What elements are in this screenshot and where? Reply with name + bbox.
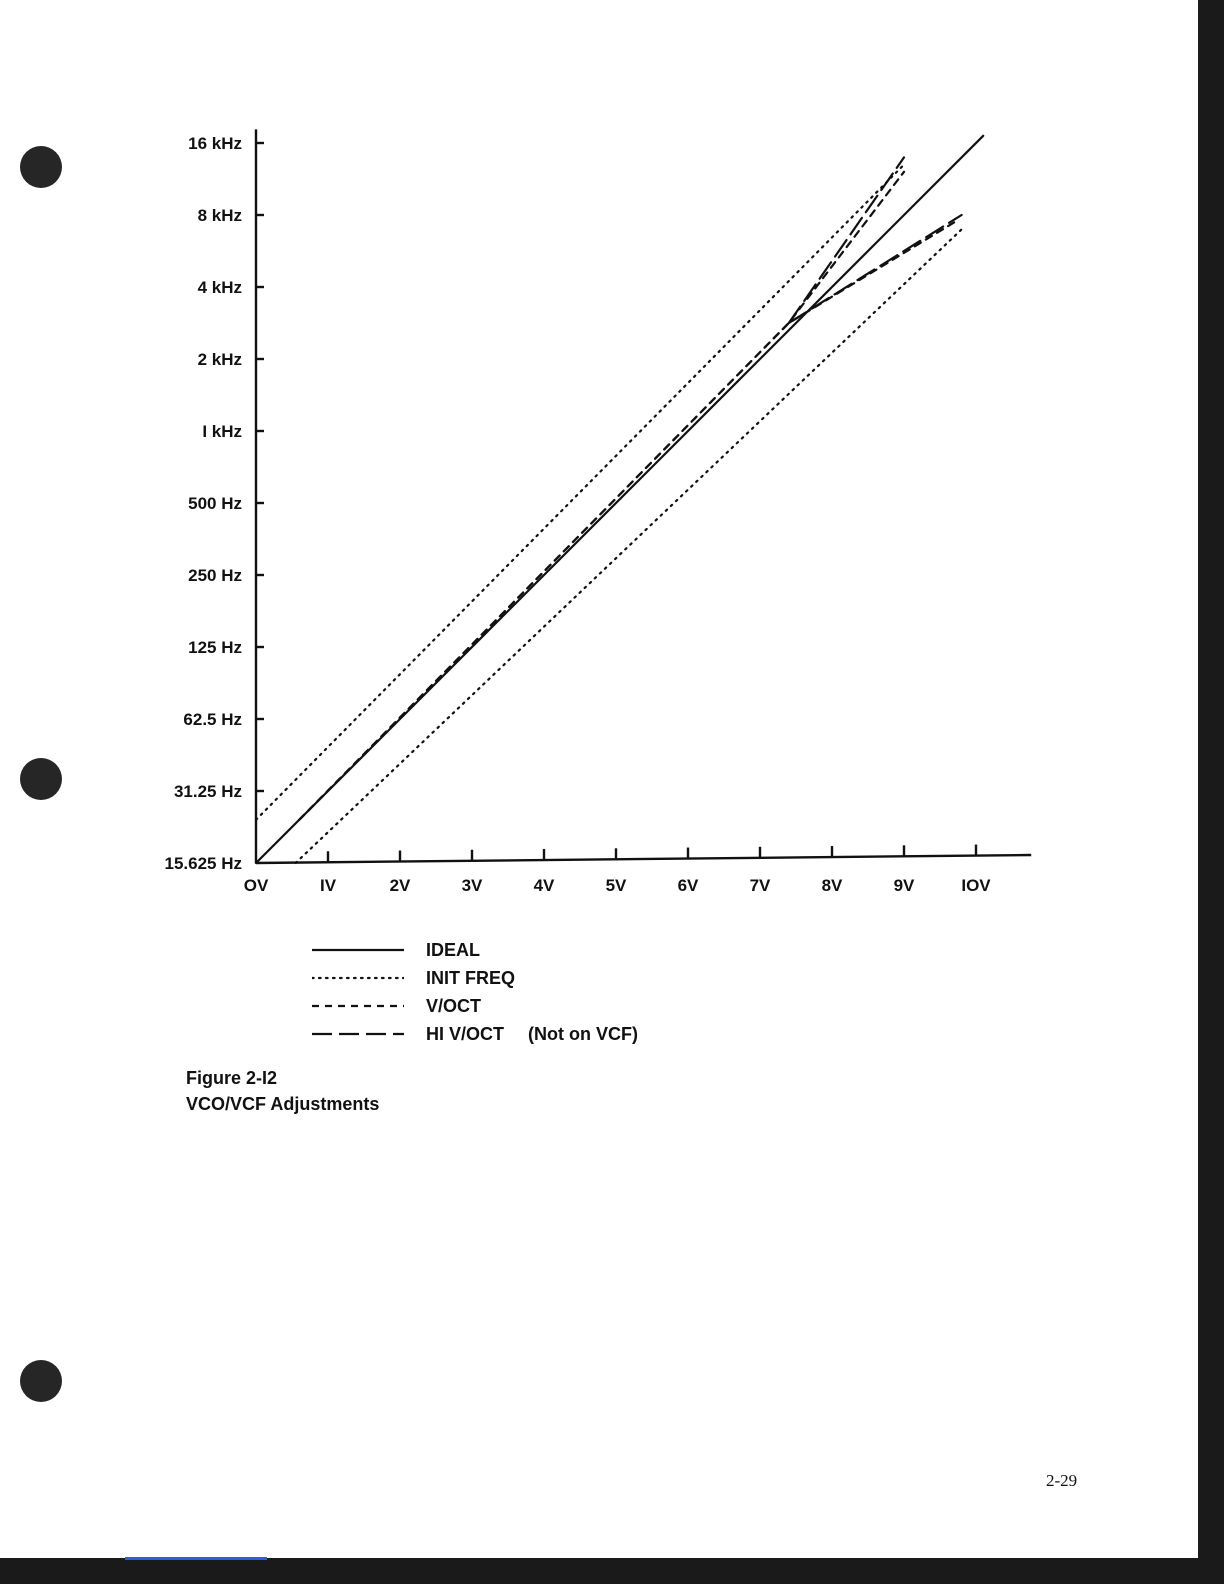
legend-swatch-longdash [312, 1028, 404, 1040]
x-tick-label: 7V [749, 876, 771, 895]
x-tick-label: OV [243, 876, 269, 895]
legend-note: (Not on VCF) [528, 1023, 638, 1044]
y-tick-label: 8 kHz [197, 206, 242, 225]
page-number: 2-29 [1046, 1471, 1078, 1490]
x-tick-label: 8V [821, 876, 843, 895]
y-tick-label: 125 Hz [188, 638, 242, 657]
legend-label: IDEAL [426, 939, 480, 960]
x-tick-label: 2V [389, 876, 411, 895]
y-tick-label: 4 kHz [197, 278, 242, 297]
series-line-v-oct [299, 222, 954, 820]
series-line-init-freq [296, 229, 962, 863]
x-tick-label: 5V [605, 876, 627, 895]
y-tick-label: 31.25 Hz [173, 782, 242, 801]
legend-swatch-dashed [312, 1000, 404, 1012]
y-tick-label: 16 kHz [188, 134, 242, 153]
x-tick-label: 9V [893, 876, 915, 895]
legend-item-ideal [312, 936, 638, 964]
y-tick-label: 500 Hz [188, 494, 242, 513]
series-line-init-freq [256, 165, 904, 820]
series-line-hi-v-oct [789, 215, 962, 323]
legend-item-init-freq [312, 964, 638, 992]
chart-legend [312, 936, 638, 1048]
x-tick-label: IV [319, 876, 337, 895]
legend-swatch-dotted [312, 972, 404, 984]
x-tick-label: 6V [677, 876, 699, 895]
chart-axes [256, 129, 1031, 863]
y-tick-label: 2 kHz [197, 350, 242, 369]
x-tick-label: 4V [533, 876, 555, 895]
x-axis-line [256, 855, 1031, 863]
figure-title: VCO/VCF Adjustments [186, 1094, 380, 1114]
series-line-v-oct [299, 172, 904, 820]
figure-number: Figure 2-I2 [186, 1068, 278, 1088]
y-tick-label: I kHz [202, 422, 242, 441]
legend-label: HI V/OCT [426, 1023, 505, 1044]
legend-label: INIT FREQ [426, 967, 515, 988]
x-tick-label: 3V [461, 876, 483, 895]
y-tick-label: 62.5 Hz [183, 710, 242, 729]
figure-caption [186, 1065, 379, 1117]
x-tick-label: IOV [961, 876, 991, 895]
legend-item-v-oct [312, 992, 638, 1020]
y-tick-label: 15.625 Hz [164, 854, 242, 873]
chart-series [256, 136, 983, 863]
legend-swatch-solid [312, 944, 404, 956]
series-line-hi-v-oct [789, 157, 904, 323]
y-tick-label: 250 Hz [188, 566, 242, 585]
legend-item-hi-v-oct [312, 1020, 638, 1048]
legend-label: V/OCT [426, 995, 482, 1016]
chart-tick-labels [165, 134, 992, 895]
